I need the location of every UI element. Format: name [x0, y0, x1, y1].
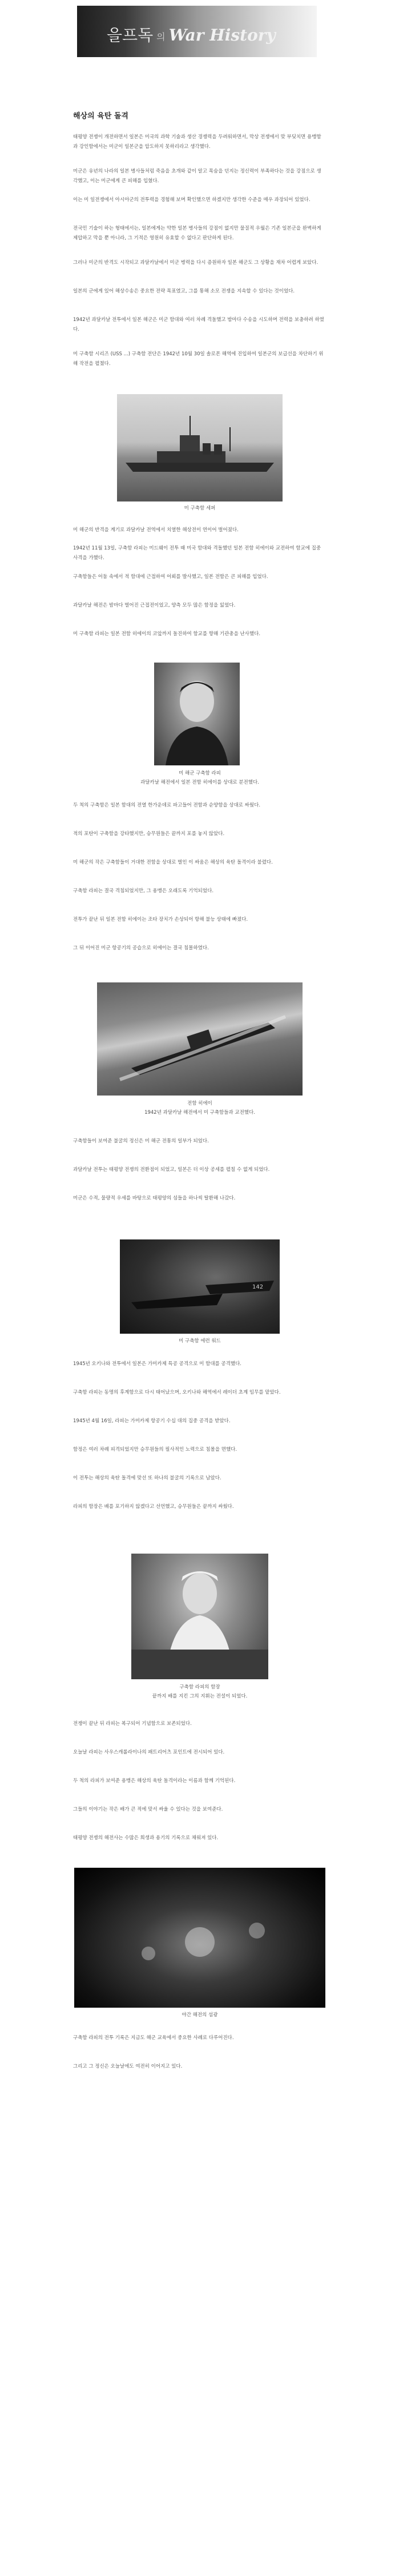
- article-paragraph: 두 척의 구축함은 일본 함대의 전열 한가운데로 파고들어 전함과 순양함을 상대로 싸웠다.: [73, 803, 261, 808]
- photo-caption: 구축함 라피의 함장: [179, 1684, 220, 1690]
- article-paragraph: 미 해군의 작은 구축함들이 거대한 전함을 상대로 벌인 이 싸움은 해상의 육탄 돌격이라 불렸다.: [73, 860, 273, 865]
- captain-silhouette: [131, 1554, 268, 1679]
- article-paragraph: 과달카날 전투는 태평양 전쟁의 전환점이 되었고, 일본은 더 이상 공세를 펼칠 수 없게 되었다.: [73, 1167, 270, 1173]
- article-paragraph: 미 구축함 라피는 일본 전함 히에이의 코앞까지 돌진하여 함교를 향해 기관총을 난사했다.: [73, 631, 261, 637]
- article-paragraph: 구축함 라피는 결국 격침되었지만, 그 용맹은 오래도록 기억되었다.: [73, 888, 214, 894]
- article-paragraph: 전투가 끝난 뒤 일본 전함 히에이는 조타 장치가 손상되어 항해 불능 상태에 빠졌다.: [73, 917, 248, 922]
- article-paragraph: 1945년 오키나와 전투에서 일본은 가미카제 특공 공격으로 미 함대를 공격했다.: [73, 1361, 241, 1367]
- article-paragraph: 미군은 유년의 나라의 일본 병사들처럼 죽음을 초개와 같이 알고 목숨을 던지는 정신력이 부족하다는 것을 강점으로 생각했고, 이는 미군에게 큰 피해를 입혔다.: [73, 168, 321, 184]
- article-paragraph: 태평양 전쟁이 개전하면서 일본은 미국의 과학 기술과 생산 경쟁력을 두려워하면서, 막상 전쟁에서 맞 부딪치면 용맹함과 강인함에서는 미군이 일본군을 압도하지 못하리라고 생각했다.: [73, 134, 321, 150]
- article-paragraph: 그들의 이야기는 작은 배가 큰 적에 맞서 싸울 수 있다는 것을 보여준다.: [73, 1807, 223, 1812]
- article-paragraph: 과달카날 해전은 밤마다 벌어진 근접전이었고, 양측 모두 많은 함정을 잃었다.: [73, 603, 236, 608]
- photo-caption: 전함 히에이: [187, 1101, 212, 1106]
- photo-caption: 야간 해전의 섬광: [182, 2012, 218, 2018]
- destroyer-silhouette: [117, 394, 283, 501]
- article-paragraph: 함정은 여러 차례 피격되었지만 승무원들의 필사적인 노력으로 침몰을 면했다.: [73, 1447, 237, 1452]
- battleship-silhouette: [97, 982, 303, 1096]
- destroyer-photo: [117, 394, 283, 501]
- article-paragraph: 태평양 전쟁의 해전사는 수많은 희생과 용기의 기록으로 채워져 있다.: [73, 1835, 219, 1841]
- article-paragraph: 이 전투는 해상의 육탄 돌격에 맞선 또 하나의 불굴의 기록으로 남았다.: [73, 1475, 221, 1481]
- article-paragraph: 라피의 함장은 배를 포기하지 않겠다고 선언했고, 승무원들은 끝까지 싸웠다.: [73, 1504, 234, 1510]
- article-paragraph: 1945년 4월 16일, 라피는 가미카제 항공기 수십 대의 집중 공격을 받았다.: [73, 1418, 231, 1424]
- photo-caption: 1942년 과달카날 해전에서 미 구축함들과 교전했다.: [144, 1110, 255, 1116]
- article-paragraph: 구축함 라피의 전투 기록은 지금도 해군 교육에서 중요한 사례로 다루어진다.: [73, 2035, 234, 2041]
- article-paragraph: 이는 미 일전쟁에서 아시아군의 전투력을 경험해 보며 확인했으면 하겠지만 생각한 수준을 매우 과장되어 있었다.: [73, 197, 311, 203]
- article-paragraph: 오늘날 라피는 사우스캐롤라이나의 패트리어츠 포인트에 전시되어 있다.: [73, 1750, 225, 1755]
- article-paragraph: 미 해군의 반격을 계기로 과달카날 전역에서 치열한 해상전이 연이어 벌어졌다.: [73, 527, 239, 533]
- photo-caption: 과달카날 해전에서 일본 전함 히에이를 상대로 분전했다.: [140, 780, 259, 785]
- article-paragraph: 일본의 군에게 있어 해상수송은 중요한 전략 목표였고, 그를 통해 소모 전쟁을 지속할 수 있다는 것이었다.: [73, 288, 295, 294]
- article-paragraph: 두 척의 라피가 보여준 용맹은 해상의 육탄 돌격이라는 이름과 함께 기억된다.: [73, 1778, 236, 1784]
- article-paragraph: 구축함들은 어둠 속에서 적 함대에 근접하여 어뢰를 발사했고, 일본 전함은 큰 피해를 입었다.: [73, 574, 268, 580]
- night-battle-photo: [74, 1868, 325, 2008]
- battleship-photo: [97, 982, 303, 1096]
- photo-caption: 미 구축함 세퍼: [184, 505, 216, 511]
- article-paragraph: 미 구축함 시리즈 (USS ...) 구축함 전단은 1942년 10월 30일 솔로몬 해역에 진입하여 일본군의 보급선을 차단하기 위해 작전을 펼쳤다.: [73, 351, 324, 367]
- article-paragraph: 1942년 11월 13일, 구축함 라피는 미드웨이 전투 때 미국 함대와 격돌했던 일본 전함 히에이와 교전하여 함교에 집중 사격을 가했다.: [73, 545, 321, 561]
- article-paragraph: 그 뒤 이어진 미군 항공기의 공습으로 히에이는 결국 침몰하였다.: [73, 945, 209, 951]
- photo-caption: 미 구축함 에런 워드: [179, 1338, 221, 1344]
- article-paragraph: 미군은 수적, 물량적 우세를 바탕으로 태평양의 섬들을 하나씩 탈환해 나갔다.: [73, 1195, 236, 1201]
- svg-text:142: 142: [252, 1284, 264, 1290]
- site-banner: [77, 6, 317, 57]
- site-brand: [107, 23, 276, 46]
- article-title: 해상의 육탄 돌격: [73, 112, 128, 121]
- photo-caption: 끝까지 배를 지킨 그의 지휘는 전설이 되었다.: [152, 1694, 248, 1699]
- article-paragraph: 구축함들이 보여준 불굴의 정신은 미 해군 전통의 일부가 되었다.: [73, 1138, 209, 1144]
- article-paragraph: 구축함 라피는 동명의 후계함으로 다시 태어났으며, 오키나와 해역에서 레이더 초계 임무를 맡았다.: [73, 1390, 281, 1395]
- brand-separator: 의: [156, 31, 166, 42]
- brand-english: War History: [168, 26, 276, 45]
- captain-photo: [131, 1554, 268, 1679]
- brand-korean: 을프독: [107, 26, 154, 45]
- article-paragraph: 전쟁이 끝난 뒤 라피는 복구되어 기념함으로 보존되었다.: [73, 1721, 192, 1727]
- officer-portrait: [154, 663, 240, 765]
- article-paragraph: 그리고 그 정신은 오늘날에도 여전히 이어지고 있다.: [73, 2064, 183, 2069]
- article-paragraph: 1942년 과달카날 전투에서 일본 해군은 미군 함대와 여러 차례 격돌했고 밤마다 수송을 시도하며 전력을 보충하려 하였다.: [73, 317, 324, 332]
- article-paragraph: 그러나 미군의 반격도 시작되고 과달카날에서 미군 병력을 다시 증원하자 일본 해군도 그 상황을 재차 어렵게 보았다.: [73, 260, 319, 266]
- ships-photo: [120, 1239, 280, 1334]
- officer-silhouette: [154, 663, 240, 765]
- photo-caption: 미 해군 구축함 라피: [179, 771, 221, 776]
- article-paragraph: 전국민 기술이 하는 형태에서는, 일본에게는 약한 일본 병사들의 강점이 없지만 물질적 우월은 기존 일본군을 완벽하게 제압하고 막을 뿐 아니라, 그 기적은 영원히 유효할 수 없다고 판단하게 된다.: [73, 226, 321, 241]
- night-battle-flashes: [74, 1868, 325, 2008]
- ships-silhouette: [120, 1239, 280, 1334]
- article-paragraph: 적의 포탄이 구축함을 강타했지만, 승무원들은 끝까지 포를 놓지 않았다.: [73, 831, 225, 837]
